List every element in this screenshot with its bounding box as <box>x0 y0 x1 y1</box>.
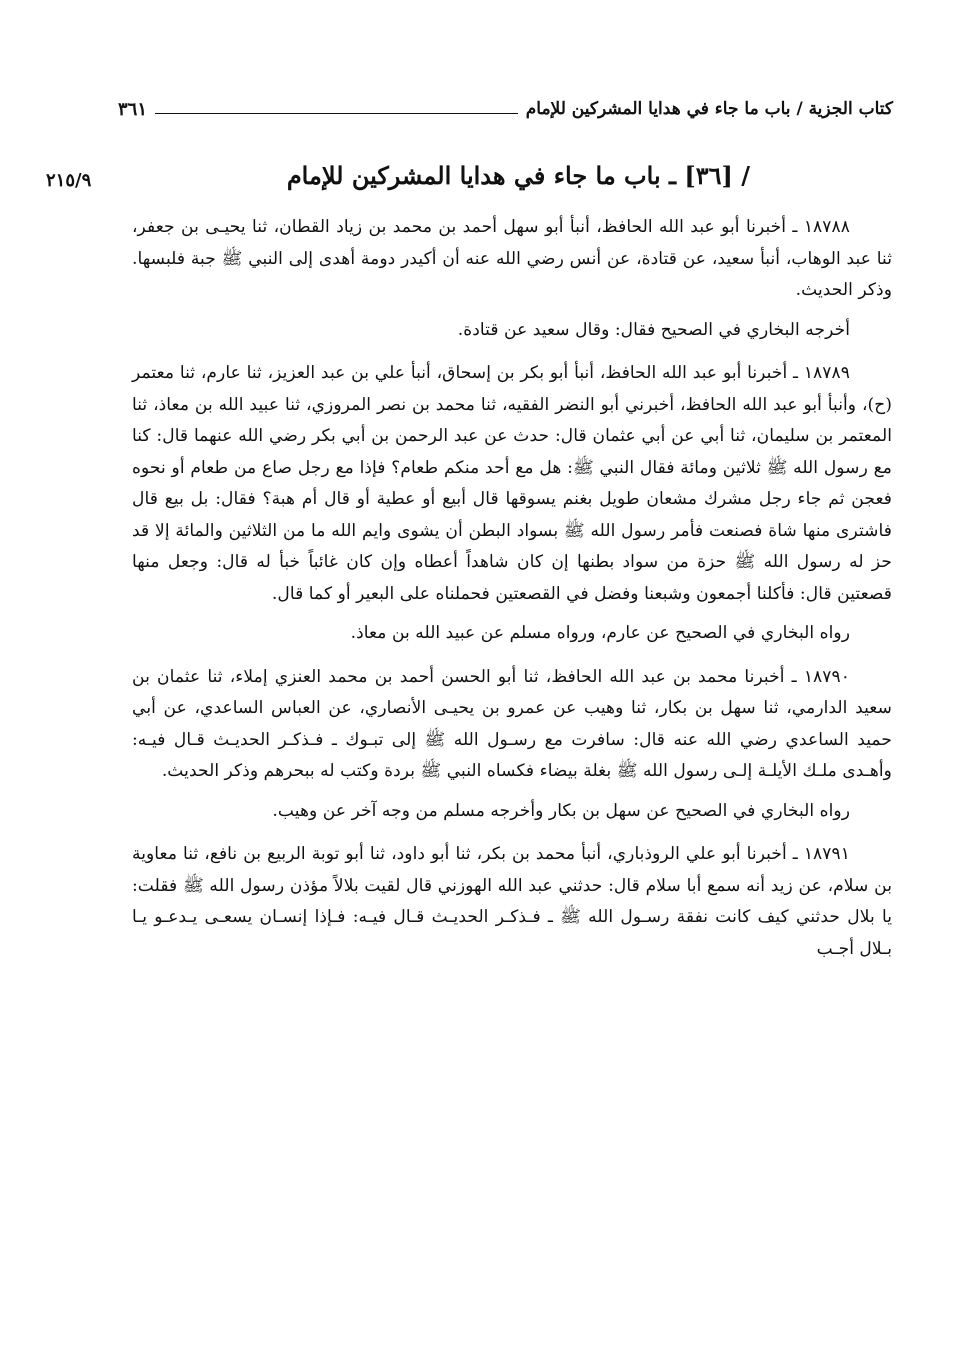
page-number: ٣٦١ <box>118 98 148 120</box>
hadith-paragraph: ١٨٧٨٩ ـ أخبرنا أبو عبد الله الحافظ، أنبأ أبو بكر بن إسحاق، أنبأ علي بن عبد العزيز، ثنا عارم، ثنا معتمر (ح)، وأنبأ أبو عبد الله الحافظ، أخبرني أبو النضر الفقيه، ثنا محمد بن نصر المروزي، ثنا عبيد الله بن معاذ، ثنا المعتمر بن سليمان، ثنا أبي عن أبي عثمان قال: حدث عن عبد الرحمن بن أبي بكر رضي الله عنهما قال: كنا مع رسول الله ﷺ ثلاثين ومائة فقال النبي ﷺ: هل مع أحد منكم طعام؟ فإذا مع رجل صاع من طعام أو نحوه فعجن ثم جاء رجل مشرك مشعان طويل بغنم يسوقها قال أبيع أو عطية أو قال أم هبة؟ فقال: بل بيع قال فاشترى منها شاة فصنعت فأمر رسول الله ﷺ بسواد البطن أن يشوى وايم الله ما من الثلاثين والمائة إلا قد حز له رسول الله ﷺ حزة من سواد بطنها إن كان شاهداً أعطاه وإن كان غائباً خبأ له قال: وجعل منها قصعتين قال: فأكلنا أجمعون وشبعنا وفضل في القصعتين فحملناه على البعير أو كما قال. <box>132 363 892 604</box>
hadith-paragraph: ١٨٧٩٠ ـ أخبرنا محمد بن عبد الله الحافظ، ثنا أبو الحسن أحمد بن محمد العنزي إملاء، ثنا عثمان بن سعيد الدارمي، ثنا سهل بن بكار، ثنا وهيب عن عمرو بن يحيـى الأنصاري، عن العباس الساعدي، عن أبي حميد الساعدي رضي الله عنه قال: سافرت مع رسـول الله ﷺ إلى تبـوك ـ فـذكـر الحديـث قـال فيـه: وأهـدى ملـك الأيلـة إلـى رسول الله ﷺ بغلة بيضاء فكساه النبي ﷺ بردة وكتب له ببحرهم وذكر الحديث. <box>132 666 892 781</box>
running-header-title: كتاب الجزية / باب ما جاء في هدايا المشركين للإمام <box>525 99 893 119</box>
chapter-heading: / [٣٦] ـ باب ما جاء في هدايا المشركين للإمام <box>286 161 750 190</box>
body-text <box>132 212 892 973</box>
takhrij-paragraph: رواه البخاري في الصحيح عن سهل بن بكار وأخرجه مسلم من وجه آخر عن وهيب. <box>272 800 850 821</box>
header-rule <box>155 113 518 114</box>
takhrij-paragraph: أخرجه البخاري في الصحيح فقال: وقال سعيد عن قتادة. <box>457 319 850 340</box>
margin-volume-page-reference: ٢١٥/٩ <box>46 170 92 191</box>
hadith-paragraph: ١٨٧٩١ ـ أخبرنا أبو علي الروذباري، أنبأ محمد بن بكر، ثنا أبو داود، ثنا أبو توبة الربيع بن نافع، ثنا معاوية بن سلام، عن زيد أنه سمع أبا سلام قال: حدثني عبد الله الهوزني قال لقيت بلالاً مؤذن رسول الله ﷺ فقلت: يا بلال حدثني كيف كانت نفقة رسـول الله ﷺ ـ فـذكـر الحديـث قـال فيـه: فـإذا إنسـان يسعـى يـدعـو يـا بـلال أجـب <box>132 844 892 959</box>
hadith-paragraph: ١٨٧٨٨ ـ أخبرنا أبو عبد الله الحافظ، أنبأ أبو سهل أحمد بن محمد بن زياد القطان، ثنا يحيـى بن جعفر، ثنا عبد الوهاب، أنبأ سعيد، عن قتادة، عن أنس رضي الله عنه أن أكيدر دومة أهدى إلى النبي ﷺ جبة فلبسها. وذكر الحديث. <box>132 217 892 300</box>
running-header <box>118 92 893 126</box>
takhrij-paragraph: رواه البخاري في الصحيح عن عارم، ورواه مسلم عن عبيد الله بن معاذ. <box>350 623 850 643</box>
